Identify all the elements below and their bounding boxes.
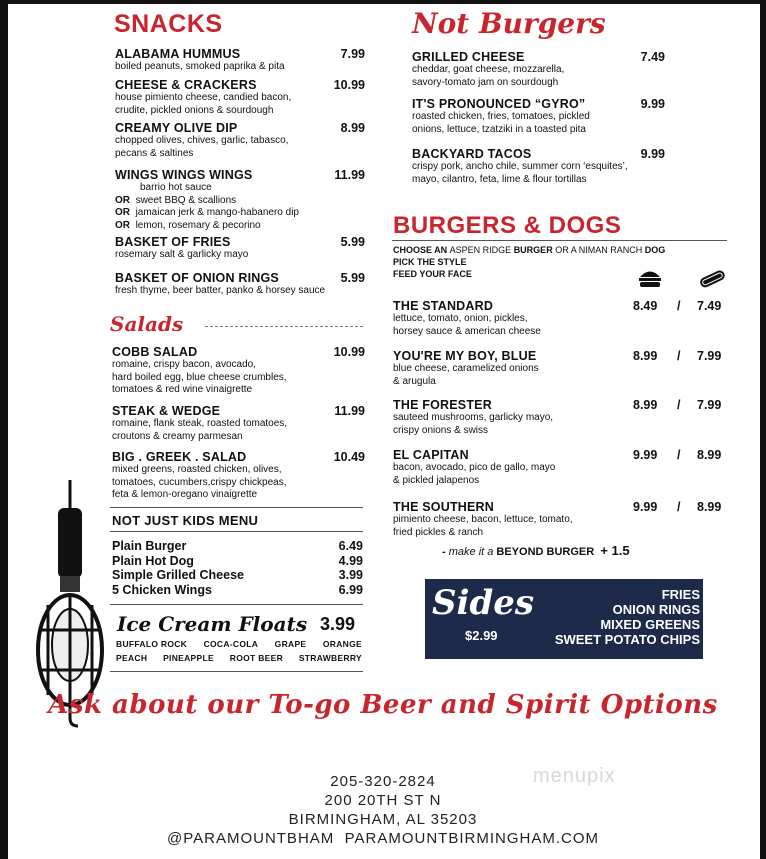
dog-price: 7.99: [697, 349, 722, 363]
item-name: 5 Chicken Wings: [112, 582, 212, 597]
item-desc: romaine, crispy bacon, avocado,: [112, 359, 256, 370]
item-name: WINGS WINGS WINGS: [115, 168, 253, 182]
item-name: Simple Grilled Cheese: [112, 568, 244, 582]
item-name: BACKYARD TACOS: [412, 147, 532, 161]
item-name: Plain Hot Dog: [112, 553, 194, 568]
item-name: THE SOUTHERN: [393, 500, 495, 514]
to-go-banner: Ask about our To-go Beer and Spirit Options: [48, 690, 718, 720]
item-price: 6.99: [338, 582, 363, 597]
item-desc: savory-tomato jam on sourdough: [412, 76, 559, 88]
menu-item: [393, 299, 728, 338]
item-desc: cheddar, goat cheese, mozzarella,: [412, 64, 565, 75]
item-desc: croutons & creamy parmesan: [112, 430, 243, 442]
item-name: YOU'RE MY BOY, BLUE: [393, 349, 537, 363]
burger-price: 9.99: [633, 500, 658, 514]
dog-price: 7.99: [697, 398, 722, 412]
item-price: 10.99: [333, 78, 365, 92]
item-price: 11.99: [334, 404, 365, 418]
item-desc: boiled peanuts, smoked paprika & pita: [115, 61, 285, 72]
flavor: PEACH: [116, 653, 148, 663]
instruction-text: PICK THE STYLE: [393, 257, 467, 267]
instruction-text: ASPEN RIDGE: [449, 245, 514, 255]
item-desc: house pimiento cheese, candied bacon,: [115, 92, 292, 103]
burger-price: 8.49: [633, 299, 658, 313]
snacks-title: SNACKS: [114, 10, 223, 38]
burger-price: 8.99: [633, 349, 658, 363]
note-text: make it a: [448, 546, 497, 558]
instruction-text: OR A: [552, 245, 579, 255]
flavor: ROOT BEER: [229, 653, 284, 663]
instruction-text: BURGER: [513, 245, 553, 255]
note-price: + 1.5: [600, 543, 630, 558]
list-item: [112, 583, 363, 598]
flavor: PINEAPPLE: [163, 653, 214, 663]
side-item: MIXED GREENS: [600, 617, 700, 632]
item-price: 6.49: [338, 539, 363, 553]
item-desc: tomatoes, cucumbers,crispy chickpeas,: [112, 476, 287, 488]
item-price: 7.49: [640, 50, 665, 64]
menu-item: [112, 404, 365, 443]
item-desc: & pickled jalapenos: [393, 474, 480, 486]
menu-item: [393, 448, 728, 487]
item-desc: mixed greens, roasted chicken, olives,: [112, 464, 282, 475]
item-name: THE STANDARD: [393, 299, 494, 313]
burger-icon: [638, 268, 662, 288]
floats-flavors-row2: [116, 653, 362, 663]
divider: [110, 671, 363, 672]
item-price: 5.99: [340, 271, 365, 285]
item-desc: jamaican jerk & mango-habanero dip: [135, 207, 299, 218]
item-name: GRILLED CHEESE: [412, 50, 525, 64]
floats-title: Ice Cream Floats: [117, 612, 308, 636]
flavor: STRAWBERRY: [298, 653, 362, 663]
burgers-title: BURGERS & DOGS: [393, 212, 622, 239]
item-price: 4.99: [338, 553, 363, 568]
salads-title: Salads: [110, 312, 184, 336]
menu-item: [412, 50, 665, 89]
note-text: BEYOND BURGER: [496, 546, 595, 558]
side-item: FRIES: [661, 587, 700, 602]
sides-title: Sides: [432, 583, 535, 623]
flavor: GRAPE: [274, 639, 307, 649]
item-desc: sweet BBQ & scallions: [135, 194, 237, 206]
divider: [392, 240, 727, 241]
floats-price: 3.99: [319, 614, 355, 634]
item-desc: pecans & saltines: [115, 147, 194, 159]
item-name: ALABAMA HUMMUS: [115, 47, 241, 61]
sides-box: [425, 579, 703, 659]
item-price: 3.99: [338, 568, 363, 582]
menu-item: [115, 78, 365, 117]
item-price: 10.49: [333, 450, 365, 464]
menu-item: [393, 349, 728, 388]
menu-item: [393, 500, 728, 539]
item-desc: chopped olives, chives, garlic, tabasco,: [115, 135, 289, 146]
divider: [110, 604, 363, 605]
instruction-text: FEED YOUR FACE: [393, 269, 472, 279]
city-address: BIRMINGHAM, AL 35203: [288, 811, 478, 828]
item-desc: tomatoes & red wine vinaigrette: [112, 384, 253, 395]
menu-item: [115, 271, 365, 298]
not-burgers-title: Not Burgers: [412, 7, 606, 40]
flavor: BUFFALO ROCK: [116, 639, 188, 649]
item-desc: crudite, pickled onions & sourdough: [115, 104, 274, 116]
side-item: SWEET POTATO CHIPS: [554, 632, 700, 647]
menu-item: [393, 398, 728, 437]
kids-list: [112, 539, 363, 597]
menu-item: [115, 47, 365, 74]
item-name: BIG . GREEK . SALAD: [112, 450, 247, 464]
item-name: CREAMY OLIVE DIP: [115, 121, 238, 135]
menu-item: [115, 235, 365, 262]
item-price: 10.99: [333, 345, 365, 359]
divider: [110, 507, 363, 508]
menu-item: [112, 345, 365, 397]
price-separator: /: [677, 349, 681, 363]
item-desc: rosemary salt & garlicky mayo: [115, 249, 249, 260]
item-desc: lettuce, tomato, onion, pickles,: [393, 313, 528, 324]
item-price: 5.99: [340, 235, 365, 249]
instruction-text: DOG: [644, 245, 666, 255]
instruction-text: CHOOSE AN: [393, 245, 450, 255]
item-name: BASKET OF ONION RINGS: [115, 271, 279, 285]
menu-item: [412, 97, 665, 136]
item-name: BASKET OF FRIES: [115, 235, 231, 249]
item-desc: barrio hot sauce: [140, 182, 212, 193]
or-label: OR: [115, 194, 130, 206]
watermark: menupix: [533, 765, 616, 787]
item-desc: crispy onions & swiss: [393, 424, 489, 436]
item-desc: onions, lettuce, tzatziki in a toasted pita: [412, 123, 586, 135]
dog-price: 7.49: [697, 299, 722, 313]
item-desc: roasted chicken, fries, tomatoes, pickled: [412, 111, 590, 122]
flavor: ORANGE: [322, 639, 362, 649]
item-desc: fresh thyme, beer batter, panko & horsey sauce: [115, 285, 326, 296]
beyond-burger-note: [442, 543, 630, 558]
burger-instructions: [393, 244, 665, 280]
dog-price: 8.99: [697, 448, 722, 462]
item-desc: sauteed mushrooms, garlicky mayo,: [393, 412, 554, 423]
burger-price: 9.99: [633, 448, 658, 462]
item-desc: crispy pork, ancho chile, summer corn ‘esquites’,: [412, 161, 628, 172]
or-label: OR: [115, 207, 130, 218]
social-web: @PARAMOUNTBHAM PARAMOUNTBIRMINGHAM.COM: [166, 830, 599, 847]
item-name: IT'S PRONOUNCED “GYRO”: [412, 97, 586, 111]
item-name: Plain Burger: [112, 539, 187, 553]
menu-item: [115, 168, 365, 232]
price-separator: /: [677, 448, 681, 462]
burger-price: 8.99: [633, 398, 658, 412]
item-desc: pimiento cheese, bacon, lettuce, tomato,: [393, 514, 573, 525]
price-separator: /: [677, 500, 681, 514]
item-desc: hard boiled egg, blue cheese crumbles,: [112, 371, 287, 383]
item-desc: mayo, cilantro, feta, lime & flour tortillas: [412, 173, 587, 185]
phone: 205-320-2824: [330, 773, 436, 790]
or-label: OR: [115, 219, 130, 231]
item-price: 9.99: [640, 97, 665, 111]
item-desc: horsey sauce & american cheese: [393, 325, 541, 337]
item-desc: fried pickles & ranch: [393, 526, 484, 538]
divider: [110, 531, 363, 532]
flavor: COCA-COLA: [203, 639, 259, 649]
item-desc: blue cheese, caramelized onions: [393, 363, 539, 374]
item-name: EL CAPITAN: [393, 448, 469, 462]
list-item: [112, 554, 363, 569]
item-desc: lemon, rosemary & pecorino: [135, 219, 261, 231]
item-price: 7.99: [340, 47, 365, 61]
item-price: 9.99: [640, 147, 665, 161]
floats-flavors-row1: [116, 639, 362, 649]
note-text: -: [442, 546, 449, 558]
item-price: 8.99: [340, 121, 365, 135]
item-name: COBB SALAD: [112, 345, 198, 359]
menu-item: [115, 121, 365, 160]
instruction-text: NIMAN RANCH: [578, 245, 645, 255]
hot-dog-icon: [698, 268, 726, 288]
item-desc: feta & lemon-oregano vinaigrette: [112, 489, 258, 500]
sides-price: $2.99: [465, 628, 498, 643]
item-name: THE FORESTER: [393, 398, 492, 412]
price-separator: /: [677, 299, 681, 313]
item-desc: romaine, flank steak, roasted tomatoes,: [112, 418, 288, 429]
floats-section: [117, 612, 363, 636]
sides-list: [555, 587, 700, 647]
dog-price: 8.99: [697, 500, 722, 514]
list-item: [112, 568, 363, 583]
kids-title: NOT JUST KIDS MENU: [112, 513, 259, 528]
side-item: ONION RINGS: [612, 602, 700, 617]
item-desc: bacon, avocado, pico de gallo, mayo: [393, 462, 556, 473]
item-name: CHEESE & CRACKERS: [115, 78, 257, 92]
divider: [205, 326, 363, 327]
street-address: 200 20TH ST N: [324, 792, 442, 809]
list-item: [112, 539, 363, 554]
menu-item: [412, 147, 665, 186]
menu-item: [112, 450, 365, 502]
item-name: STEAK & WEDGE: [112, 404, 221, 418]
item-price: 11.99: [334, 168, 365, 182]
item-desc: & arugula: [393, 375, 436, 387]
price-separator: /: [677, 398, 681, 412]
